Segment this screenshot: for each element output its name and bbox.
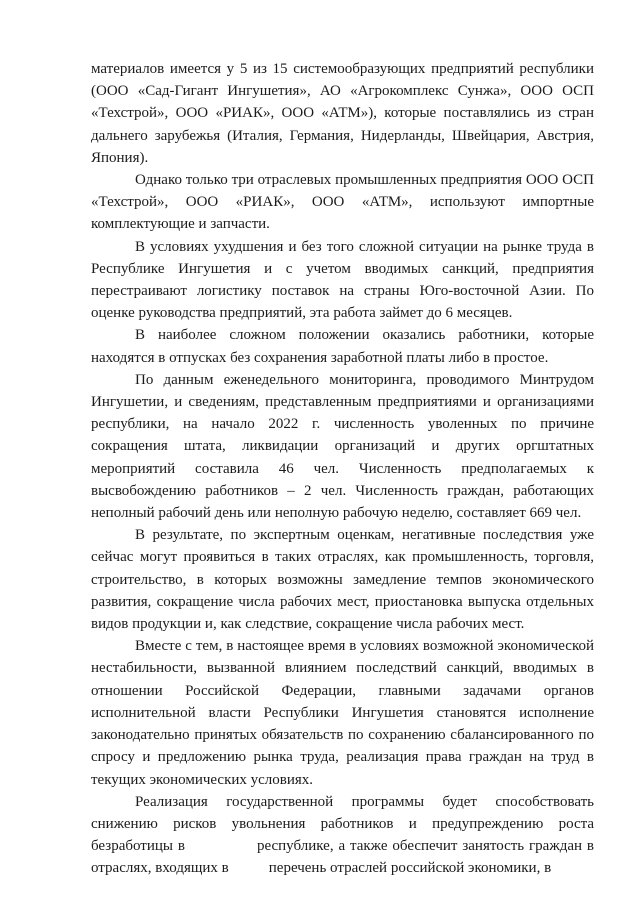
paragraph-8-part-1: Реализация государственной программы будет способствовать снижению рисков увольнения работников и предупреждению роста безработицы в	[91, 793, 594, 855]
paragraph-1: материалов имеется у 5 из 15 системообразующих предприятий республики (ООО «Сад-Гигант Ингушетия», АО «Агрокомплекс Сунжа», ООО ОСП «Техстрой», ООО «РИАК», ООО «АТМ»), которые поставлялись из стран дальнего зарубежья (Италия, Германия, Нидерланды, Швейцария, Австрия, Япония).	[91, 61, 594, 166]
paragraph-4: В наиболее сложном положении оказались работники, которые находятся в отпусках без сохранения заработной платы либо в простое.	[91, 327, 594, 366]
paragraph-3: В условиях ухудшения и без того сложной ситуации на рынке труда в Республике Ингушетия и с учетом вводимых санкций, предприятия перестраивают логистику поставок на страны Юго-восточной Азии. По оценке руководства предприятий, эта работа займет до 6 месяцев.	[91, 238, 594, 322]
paragraph-7: Вместе с тем, в настоящее время в условиях возможной экономической нестабильности, вызванной влиянием последствий санкций, вводимых в отношении Российской Федерации, главными задачами органов исполнительной власти Республики Ингушетия становятся исполнение законодательно принятых обязательств по сохранению сбалансированного по спросу и предложению рынка труда, реализация права граждан на труд в текущих экономических условиях.	[91, 638, 594, 788]
paragraph-6: В результате, по экспертным оценкам, негативные последствия уже сейчас могут проявиться в таких отраслях, как промышленность, торговля, строительство, в которых возможны замедление темпов экономического развития, сокращение числа рабочих мест, приостановка выпуска отдельных видов продукции и, как следствие, сокращение числа рабочих мест.	[91, 527, 594, 633]
document-body	[91, 58, 594, 880]
paragraph-8-part-3: перечень отраслей российской экономики, в	[268, 860, 552, 877]
paragraph-5: По данным еженедельного мониторинга, проводимого Минтрудом Ингушетии, и сведениям, представленным предприятиями и организациями республики, на начало 2022 г. численность уволенных по причине сокращения штата, ликвидации организаций и других оргштатных мероприятий составила 46 чел. Численность предполагаемых к высвобождению работников – 2 чел. Численность граждан, работающих неполный рабочий день или неполную рабочую неделю, составляет 669 чел.	[91, 371, 594, 522]
paragraph-2: Однако только три отраслевых промышленных предприятия ООО ОСП «Техстрой», ООО «РИАК», ООО «АТМ», используют импортные комплектующие и запчасти.	[91, 172, 594, 233]
paragraph-8	[91, 791, 594, 880]
paragraph-8-part-2: республике, а также обеспечит занятость граждан в отраслях, входящих в	[91, 838, 594, 877]
